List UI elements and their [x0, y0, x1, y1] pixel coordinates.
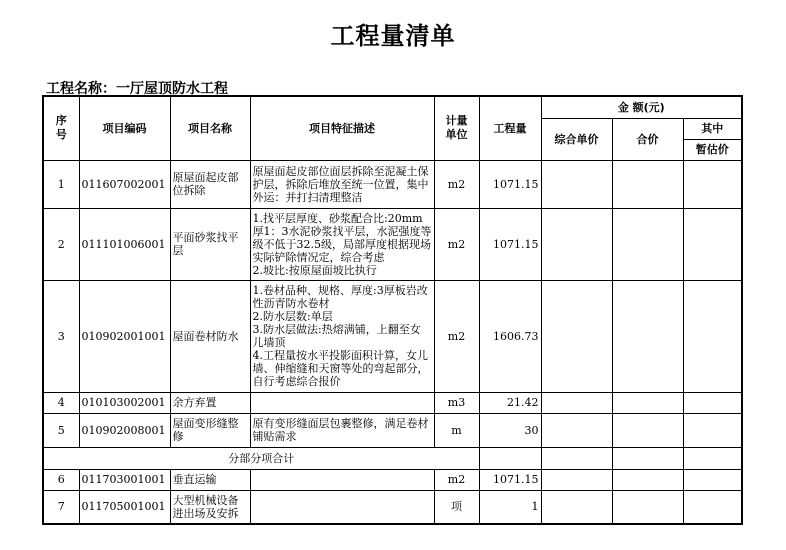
table-row	[43, 413, 742, 447]
row-unit-price	[541, 160, 612, 208]
header-unit-price: 综合单价	[541, 118, 612, 160]
row-qty: 1606.73	[479, 280, 541, 392]
row-name: 屋面卷材防水	[170, 280, 250, 392]
row-name: 垂直运输	[170, 469, 250, 490]
header-seq: 序号	[43, 96, 79, 160]
row-provisional	[683, 490, 742, 524]
row-provisional	[683, 392, 742, 413]
row-unit: m2	[434, 208, 479, 280]
row-total	[612, 208, 683, 280]
subtotal-qty	[479, 447, 541, 469]
row-total	[612, 490, 683, 524]
project-name: 工程名称：一厅屋顶防水工程	[46, 81, 228, 97]
row-provisional	[683, 280, 742, 392]
row-desc: 1.卷材品种、规格、厚度:3厚板岩改性沥青防水卷材 2.防水层数:单层 3.防水层做法:热熔满铺，上翻至女儿墙顶 4.工程量按水平投影面积计算，女儿墙、伸缩缝和天窗等处的弯起部分，自行考虑综合报价	[250, 280, 434, 392]
row-code: 011705001001	[79, 490, 170, 524]
row-code: 010103002001	[79, 392, 170, 413]
subtotal-unit-price	[541, 447, 612, 469]
row-seq: 6	[43, 469, 79, 490]
table-row	[43, 490, 742, 524]
row-desc	[250, 469, 434, 490]
row-name: 余方弃置	[170, 392, 250, 413]
header-of-which: 其中	[683, 118, 742, 139]
row-code: 011607002001	[79, 160, 170, 208]
row-desc: 原有变形缝面层包裹整修，满足卷材铺贴需求	[250, 413, 434, 447]
row-desc: 1.找平层厚度、砂浆配合比:20mm厚1：3水泥砂浆找平层，水泥强度等级不低于32.5级，局部厚度根据现场实际铲除情况定，综合考虑 2.坡比:按原屋面坡比执行	[250, 208, 434, 280]
row-unit-price	[541, 280, 612, 392]
header-code: 项目编码	[79, 96, 170, 160]
row-code: 010902001001	[79, 280, 170, 392]
row-qty: 30	[479, 413, 541, 447]
row-code: 011101006001	[79, 208, 170, 280]
row-seq: 2	[43, 208, 79, 280]
row-unit: m2	[434, 469, 479, 490]
row-desc: 原屋面起皮部位面层拆除至泥凝土保护层，拆除后堆放至统一位置，集中外运：并打扫清理整洁	[250, 160, 434, 208]
row-qty: 1	[479, 490, 541, 524]
row-unit-price	[541, 208, 612, 280]
row-name: 屋面变形缝整修	[170, 413, 250, 447]
row-unit: m2	[434, 280, 479, 392]
header-name: 项目名称	[170, 96, 250, 160]
row-unit-price	[541, 392, 612, 413]
row-seq: 4	[43, 392, 79, 413]
header-provisional: 暂估价	[683, 139, 742, 160]
row-unit-price	[541, 413, 612, 447]
row-unit: 项	[434, 490, 479, 524]
row-seq: 5	[43, 413, 79, 447]
header-total: 合价	[612, 118, 683, 160]
row-total	[612, 160, 683, 208]
row-desc	[250, 490, 434, 524]
row-unit-price	[541, 490, 612, 524]
row-provisional	[683, 469, 742, 490]
row-provisional	[683, 208, 742, 280]
document-title: 工程量清单	[330, 22, 456, 50]
subtotal-total	[612, 447, 683, 469]
row-total	[612, 392, 683, 413]
subtotal-label: 分部分项合计	[43, 447, 479, 469]
row-unit: m3	[434, 392, 479, 413]
row-unit-price	[541, 469, 612, 490]
table-row	[43, 469, 742, 490]
table-row	[43, 280, 742, 392]
subtotal-provisional	[683, 447, 742, 469]
header-desc: 项目特征描述	[250, 96, 434, 160]
table-row	[43, 392, 742, 413]
row-seq: 1	[43, 160, 79, 208]
row-total	[612, 280, 683, 392]
row-total	[612, 413, 683, 447]
header-unit: 计量单位	[434, 96, 479, 160]
row-provisional	[683, 160, 742, 208]
row-name: 平面砂浆找平层	[170, 208, 250, 280]
subtotal-row	[43, 447, 742, 469]
row-provisional	[683, 413, 742, 447]
row-seq: 3	[43, 280, 79, 392]
row-qty: 1071.15	[479, 160, 541, 208]
row-qty: 21.42	[479, 392, 541, 413]
row-name: 原屋面起皮部位拆除	[170, 160, 250, 208]
header-amount: 金 额(元)	[541, 96, 742, 118]
row-seq: 7	[43, 490, 79, 524]
header-qty: 工程量	[479, 96, 541, 160]
row-code: 011703001001	[79, 469, 170, 490]
bill-of-quantities-table	[42, 95, 743, 525]
row-unit: m	[434, 413, 479, 447]
row-qty: 1071.15	[479, 469, 541, 490]
table-row	[43, 208, 742, 280]
row-desc	[250, 392, 434, 413]
row-qty: 1071.15	[479, 208, 541, 280]
row-total	[612, 469, 683, 490]
table-row	[43, 160, 742, 208]
row-code: 010902008001	[79, 413, 170, 447]
row-unit: m2	[434, 160, 479, 208]
row-name: 大型机械设备进出场及安拆	[170, 490, 250, 524]
